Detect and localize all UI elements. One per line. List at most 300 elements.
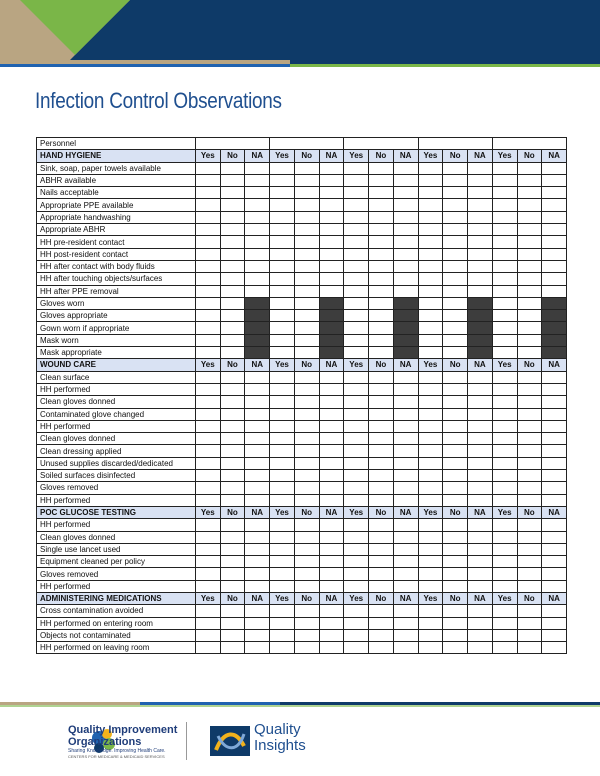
checkbox-cell-yes[interactable] — [195, 494, 220, 506]
checkbox-cell-na[interactable] — [542, 248, 567, 260]
checkbox-cell-yes[interactable] — [492, 334, 517, 346]
checkbox-cell-yes[interactable] — [492, 371, 517, 383]
checkbox-cell-na[interactable] — [319, 482, 344, 494]
checkbox-cell-na[interactable] — [319, 470, 344, 482]
checkbox-cell-na[interactable] — [245, 211, 270, 223]
checkbox-cell-yes[interactable] — [492, 580, 517, 592]
checkbox-cell-yes[interactable] — [195, 457, 220, 469]
checkbox-cell-no[interactable] — [220, 371, 245, 383]
checkbox-cell-no[interactable] — [443, 580, 468, 592]
checkbox-cell-no[interactable] — [220, 310, 245, 322]
checkbox-cell-yes[interactable] — [344, 260, 369, 272]
checkbox-cell-na[interactable] — [245, 260, 270, 272]
checkbox-cell-yes[interactable] — [418, 470, 443, 482]
checkbox-cell-yes[interactable] — [270, 642, 295, 654]
checkbox-cell-na[interactable] — [468, 543, 493, 555]
checkbox-cell-yes[interactable] — [418, 371, 443, 383]
checkbox-cell-yes[interactable] — [195, 531, 220, 543]
checkbox-cell-na[interactable] — [542, 494, 567, 506]
checkbox-cell-yes[interactable] — [492, 408, 517, 420]
checkbox-cell-na[interactable] — [393, 236, 418, 248]
checkbox-cell-yes[interactable] — [492, 482, 517, 494]
checkbox-cell-no[interactable] — [294, 224, 319, 236]
checkbox-cell-yes[interactable] — [270, 457, 295, 469]
checkbox-cell-na[interactable] — [393, 408, 418, 420]
checkbox-cell-no[interactable] — [220, 408, 245, 420]
checkbox-cell-no[interactable] — [443, 248, 468, 260]
checkbox-cell-no[interactable] — [220, 187, 245, 199]
checkbox-cell-na[interactable] — [542, 470, 567, 482]
checkbox-cell-yes[interactable] — [492, 297, 517, 309]
checkbox-cell-no[interactable] — [369, 224, 394, 236]
checkbox-cell-na[interactable] — [319, 531, 344, 543]
checkbox-cell-na[interactable] — [319, 260, 344, 272]
checkbox-cell-yes[interactable] — [418, 322, 443, 334]
checkbox-cell-yes[interactable] — [270, 310, 295, 322]
checkbox-cell-yes[interactable] — [418, 199, 443, 211]
checkbox-cell-yes[interactable] — [270, 260, 295, 272]
checkbox-cell-yes[interactable] — [195, 224, 220, 236]
checkbox-cell-na[interactable] — [468, 568, 493, 580]
checkbox-cell-na[interactable] — [245, 408, 270, 420]
checkbox-cell-no[interactable] — [517, 605, 542, 617]
checkbox-cell-yes[interactable] — [195, 285, 220, 297]
checkbox-cell-yes[interactable] — [344, 224, 369, 236]
checkbox-cell-no[interactable] — [369, 482, 394, 494]
checkbox-cell-na[interactable] — [319, 580, 344, 592]
checkbox-cell-yes[interactable] — [195, 310, 220, 322]
checkbox-cell-yes[interactable] — [195, 260, 220, 272]
checkbox-cell-yes[interactable] — [418, 396, 443, 408]
checkbox-cell-no[interactable] — [443, 211, 468, 223]
checkbox-cell-na[interactable] — [542, 285, 567, 297]
checkbox-cell-na[interactable] — [319, 617, 344, 629]
checkbox-cell-no[interactable] — [294, 494, 319, 506]
checkbox-cell-no[interactable] — [443, 445, 468, 457]
checkbox-cell-yes[interactable] — [418, 445, 443, 457]
checkbox-cell-no[interactable] — [220, 162, 245, 174]
checkbox-cell-yes[interactable] — [270, 494, 295, 506]
checkbox-cell-no[interactable] — [369, 580, 394, 592]
checkbox-cell-na[interactable] — [319, 420, 344, 432]
checkbox-cell-na[interactable] — [542, 642, 567, 654]
checkbox-cell-no[interactable] — [443, 433, 468, 445]
checkbox-cell-yes[interactable] — [418, 187, 443, 199]
checkbox-cell-no[interactable] — [294, 396, 319, 408]
checkbox-cell-na[interactable] — [245, 433, 270, 445]
checkbox-cell-yes[interactable] — [492, 273, 517, 285]
checkbox-cell-no[interactable] — [294, 248, 319, 260]
checkbox-cell-yes[interactable] — [195, 371, 220, 383]
checkbox-cell-no[interactable] — [443, 420, 468, 432]
checkbox-cell-no[interactable] — [294, 310, 319, 322]
checkbox-cell-yes[interactable] — [344, 629, 369, 641]
checkbox-cell-na[interactable] — [468, 580, 493, 592]
checkbox-cell-na[interactable] — [245, 236, 270, 248]
checkbox-cell-yes[interactable] — [270, 199, 295, 211]
checkbox-cell-no[interactable] — [369, 396, 394, 408]
checkbox-cell-yes[interactable] — [270, 273, 295, 285]
checkbox-cell-no[interactable] — [369, 187, 394, 199]
checkbox-cell-yes[interactable] — [418, 642, 443, 654]
checkbox-cell-no[interactable] — [517, 408, 542, 420]
checkbox-cell-yes[interactable] — [195, 543, 220, 555]
checkbox-cell-yes[interactable] — [344, 285, 369, 297]
checkbox-cell-no[interactable] — [369, 457, 394, 469]
checkbox-cell-no[interactable] — [443, 297, 468, 309]
checkbox-cell-na[interactable] — [468, 605, 493, 617]
checkbox-cell-yes[interactable] — [270, 519, 295, 531]
checkbox-cell-na[interactable] — [393, 642, 418, 654]
checkbox-cell-no[interactable] — [220, 556, 245, 568]
checkbox-cell-na[interactable] — [319, 433, 344, 445]
checkbox-cell-na[interactable] — [468, 396, 493, 408]
checkbox-cell-yes[interactable] — [418, 162, 443, 174]
checkbox-cell-yes[interactable] — [195, 187, 220, 199]
checkbox-cell-no[interactable] — [220, 322, 245, 334]
checkbox-cell-yes[interactable] — [492, 519, 517, 531]
checkbox-cell-no[interactable] — [443, 519, 468, 531]
checkbox-cell-na[interactable] — [542, 162, 567, 174]
checkbox-cell-yes[interactable] — [492, 543, 517, 555]
personnel-name-cell[interactable] — [344, 138, 418, 150]
checkbox-cell-yes[interactable] — [344, 383, 369, 395]
checkbox-cell-no[interactable] — [443, 162, 468, 174]
checkbox-cell-no[interactable] — [220, 224, 245, 236]
checkbox-cell-na[interactable] — [393, 519, 418, 531]
checkbox-cell-yes[interactable] — [195, 617, 220, 629]
checkbox-cell-na[interactable] — [319, 273, 344, 285]
checkbox-cell-na[interactable] — [245, 568, 270, 580]
checkbox-cell-no[interactable] — [220, 470, 245, 482]
checkbox-cell-yes[interactable] — [195, 445, 220, 457]
checkbox-cell-na[interactable] — [393, 396, 418, 408]
checkbox-cell-yes[interactable] — [492, 260, 517, 272]
checkbox-cell-no[interactable] — [443, 605, 468, 617]
checkbox-cell-yes[interactable] — [418, 174, 443, 186]
checkbox-cell-yes[interactable] — [195, 519, 220, 531]
checkbox-cell-na[interactable] — [319, 211, 344, 223]
checkbox-cell-na[interactable] — [468, 457, 493, 469]
checkbox-cell-na[interactable] — [468, 199, 493, 211]
checkbox-cell-na[interactable] — [468, 162, 493, 174]
checkbox-cell-na[interactable] — [245, 556, 270, 568]
checkbox-cell-na[interactable] — [319, 605, 344, 617]
checkbox-cell-no[interactable] — [517, 199, 542, 211]
checkbox-cell-na[interactable] — [245, 457, 270, 469]
checkbox-cell-no[interactable] — [294, 531, 319, 543]
checkbox-cell-no[interactable] — [369, 445, 394, 457]
checkbox-cell-yes[interactable] — [344, 334, 369, 346]
checkbox-cell-yes[interactable] — [270, 605, 295, 617]
checkbox-cell-na[interactable] — [245, 445, 270, 457]
checkbox-cell-no[interactable] — [294, 445, 319, 457]
checkbox-cell-no[interactable] — [369, 629, 394, 641]
checkbox-cell-na[interactable] — [393, 629, 418, 641]
checkbox-cell-no[interactable] — [443, 383, 468, 395]
checkbox-cell-na[interactable] — [393, 174, 418, 186]
checkbox-cell-no[interactable] — [443, 470, 468, 482]
checkbox-cell-yes[interactable] — [344, 470, 369, 482]
checkbox-cell-yes[interactable] — [344, 174, 369, 186]
checkbox-cell-yes[interactable] — [492, 568, 517, 580]
checkbox-cell-no[interactable] — [517, 260, 542, 272]
checkbox-cell-na[interactable] — [393, 568, 418, 580]
checkbox-cell-yes[interactable] — [418, 408, 443, 420]
checkbox-cell-yes[interactable] — [418, 457, 443, 469]
checkbox-cell-na[interactable] — [319, 248, 344, 260]
checkbox-cell-yes[interactable] — [270, 383, 295, 395]
checkbox-cell-yes[interactable] — [492, 617, 517, 629]
checkbox-cell-na[interactable] — [542, 371, 567, 383]
checkbox-cell-yes[interactable] — [195, 629, 220, 641]
checkbox-cell-no[interactable] — [294, 617, 319, 629]
checkbox-cell-no[interactable] — [517, 248, 542, 260]
checkbox-cell-yes[interactable] — [418, 211, 443, 223]
checkbox-cell-na[interactable] — [245, 519, 270, 531]
checkbox-cell-no[interactable] — [369, 543, 394, 555]
checkbox-cell-no[interactable] — [443, 322, 468, 334]
checkbox-cell-yes[interactable] — [344, 310, 369, 322]
checkbox-cell-na[interactable] — [393, 617, 418, 629]
checkbox-cell-na[interactable] — [393, 605, 418, 617]
personnel-name-cell[interactable] — [270, 138, 344, 150]
checkbox-cell-yes[interactable] — [418, 248, 443, 260]
checkbox-cell-na[interactable] — [319, 236, 344, 248]
checkbox-cell-yes[interactable] — [418, 347, 443, 359]
checkbox-cell-na[interactable] — [542, 605, 567, 617]
checkbox-cell-yes[interactable] — [344, 543, 369, 555]
checkbox-cell-na[interactable] — [319, 457, 344, 469]
checkbox-cell-no[interactable] — [294, 556, 319, 568]
checkbox-cell-no[interactable] — [443, 260, 468, 272]
checkbox-cell-no[interactable] — [517, 617, 542, 629]
checkbox-cell-yes[interactable] — [270, 617, 295, 629]
checkbox-cell-na[interactable] — [468, 420, 493, 432]
checkbox-cell-na[interactable] — [319, 371, 344, 383]
checkbox-cell-no[interactable] — [517, 236, 542, 248]
checkbox-cell-no[interactable] — [294, 260, 319, 272]
checkbox-cell-no[interactable] — [294, 273, 319, 285]
checkbox-cell-no[interactable] — [220, 433, 245, 445]
checkbox-cell-yes[interactable] — [270, 629, 295, 641]
checkbox-cell-na[interactable] — [319, 445, 344, 457]
checkbox-cell-no[interactable] — [517, 580, 542, 592]
checkbox-cell-yes[interactable] — [344, 273, 369, 285]
checkbox-cell-na[interactable] — [245, 199, 270, 211]
checkbox-cell-na[interactable] — [468, 482, 493, 494]
checkbox-cell-yes[interactable] — [344, 482, 369, 494]
checkbox-cell-yes[interactable] — [492, 470, 517, 482]
checkbox-cell-no[interactable] — [517, 420, 542, 432]
checkbox-cell-yes[interactable] — [418, 285, 443, 297]
checkbox-cell-yes[interactable] — [270, 482, 295, 494]
checkbox-cell-no[interactable] — [220, 605, 245, 617]
checkbox-cell-na[interactable] — [468, 211, 493, 223]
checkbox-cell-yes[interactable] — [418, 420, 443, 432]
checkbox-cell-na[interactable] — [245, 482, 270, 494]
checkbox-cell-no[interactable] — [369, 162, 394, 174]
checkbox-cell-na[interactable] — [245, 248, 270, 260]
checkbox-cell-na[interactable] — [245, 543, 270, 555]
checkbox-cell-na[interactable] — [468, 642, 493, 654]
checkbox-cell-na[interactable] — [542, 617, 567, 629]
checkbox-cell-yes[interactable] — [344, 408, 369, 420]
checkbox-cell-na[interactable] — [245, 285, 270, 297]
checkbox-cell-yes[interactable] — [418, 273, 443, 285]
checkbox-cell-na[interactable] — [319, 396, 344, 408]
checkbox-cell-na[interactable] — [542, 580, 567, 592]
checkbox-cell-no[interactable] — [220, 445, 245, 457]
checkbox-cell-no[interactable] — [294, 605, 319, 617]
checkbox-cell-yes[interactable] — [344, 457, 369, 469]
checkbox-cell-yes[interactable] — [344, 396, 369, 408]
checkbox-cell-no[interactable] — [369, 322, 394, 334]
checkbox-cell-yes[interactable] — [492, 433, 517, 445]
checkbox-cell-yes[interactable] — [195, 433, 220, 445]
checkbox-cell-yes[interactable] — [270, 162, 295, 174]
checkbox-cell-yes[interactable] — [492, 445, 517, 457]
checkbox-cell-yes[interactable] — [492, 285, 517, 297]
checkbox-cell-na[interactable] — [245, 617, 270, 629]
checkbox-cell-yes[interactable] — [418, 629, 443, 641]
checkbox-cell-na[interactable] — [468, 371, 493, 383]
checkbox-cell-na[interactable] — [393, 162, 418, 174]
checkbox-cell-na[interactable] — [319, 199, 344, 211]
checkbox-cell-yes[interactable] — [270, 568, 295, 580]
checkbox-cell-no[interactable] — [443, 199, 468, 211]
checkbox-cell-no[interactable] — [369, 371, 394, 383]
checkbox-cell-yes[interactable] — [344, 297, 369, 309]
checkbox-cell-no[interactable] — [369, 642, 394, 654]
checkbox-cell-yes[interactable] — [195, 174, 220, 186]
checkbox-cell-na[interactable] — [319, 224, 344, 236]
checkbox-cell-yes[interactable] — [195, 568, 220, 580]
checkbox-cell-yes[interactable] — [344, 420, 369, 432]
checkbox-cell-na[interactable] — [468, 617, 493, 629]
checkbox-cell-yes[interactable] — [418, 531, 443, 543]
checkbox-cell-na[interactable] — [245, 605, 270, 617]
checkbox-cell-yes[interactable] — [492, 174, 517, 186]
checkbox-cell-no[interactable] — [294, 642, 319, 654]
checkbox-cell-no[interactable] — [517, 445, 542, 457]
checkbox-cell-yes[interactable] — [195, 605, 220, 617]
checkbox-cell-no[interactable] — [294, 334, 319, 346]
checkbox-cell-na[interactable] — [542, 273, 567, 285]
checkbox-cell-yes[interactable] — [492, 494, 517, 506]
checkbox-cell-na[interactable] — [393, 445, 418, 457]
checkbox-cell-na[interactable] — [245, 642, 270, 654]
checkbox-cell-na[interactable] — [542, 174, 567, 186]
checkbox-cell-no[interactable] — [443, 310, 468, 322]
checkbox-cell-no[interactable] — [220, 617, 245, 629]
checkbox-cell-yes[interactable] — [344, 371, 369, 383]
checkbox-cell-na[interactable] — [542, 236, 567, 248]
checkbox-cell-no[interactable] — [443, 617, 468, 629]
checkbox-cell-no[interactable] — [443, 482, 468, 494]
checkbox-cell-na[interactable] — [468, 383, 493, 395]
checkbox-cell-na[interactable] — [319, 383, 344, 395]
checkbox-cell-yes[interactable] — [492, 629, 517, 641]
checkbox-cell-no[interactable] — [220, 531, 245, 543]
checkbox-cell-no[interactable] — [517, 273, 542, 285]
checkbox-cell-no[interactable] — [517, 396, 542, 408]
checkbox-cell-yes[interactable] — [270, 347, 295, 359]
checkbox-cell-yes[interactable] — [418, 482, 443, 494]
checkbox-cell-na[interactable] — [468, 273, 493, 285]
checkbox-cell-no[interactable] — [517, 383, 542, 395]
checkbox-cell-na[interactable] — [542, 543, 567, 555]
checkbox-cell-no[interactable] — [517, 642, 542, 654]
checkbox-cell-na[interactable] — [245, 420, 270, 432]
checkbox-cell-yes[interactable] — [270, 580, 295, 592]
personnel-name-cell[interactable] — [195, 138, 269, 150]
checkbox-cell-no[interactable] — [517, 174, 542, 186]
checkbox-cell-na[interactable] — [542, 224, 567, 236]
checkbox-cell-no[interactable] — [294, 408, 319, 420]
checkbox-cell-no[interactable] — [517, 531, 542, 543]
checkbox-cell-na[interactable] — [393, 494, 418, 506]
checkbox-cell-yes[interactable] — [418, 494, 443, 506]
checkbox-cell-yes[interactable] — [492, 224, 517, 236]
checkbox-cell-na[interactable] — [393, 531, 418, 543]
checkbox-cell-na[interactable] — [468, 519, 493, 531]
checkbox-cell-no[interactable] — [517, 285, 542, 297]
checkbox-cell-no[interactable] — [294, 433, 319, 445]
checkbox-cell-no[interactable] — [369, 347, 394, 359]
checkbox-cell-yes[interactable] — [492, 211, 517, 223]
checkbox-cell-no[interactable] — [443, 408, 468, 420]
checkbox-cell-yes[interactable] — [195, 322, 220, 334]
checkbox-cell-na[interactable] — [542, 211, 567, 223]
checkbox-cell-yes[interactable] — [270, 211, 295, 223]
checkbox-cell-na[interactable] — [393, 211, 418, 223]
checkbox-cell-na[interactable] — [542, 568, 567, 580]
checkbox-cell-no[interactable] — [294, 371, 319, 383]
checkbox-cell-no[interactable] — [369, 248, 394, 260]
checkbox-cell-yes[interactable] — [344, 642, 369, 654]
checkbox-cell-na[interactable] — [393, 433, 418, 445]
checkbox-cell-na[interactable] — [393, 273, 418, 285]
checkbox-cell-na[interactable] — [393, 260, 418, 272]
checkbox-cell-yes[interactable] — [492, 310, 517, 322]
checkbox-cell-yes[interactable] — [344, 445, 369, 457]
checkbox-cell-no[interactable] — [369, 568, 394, 580]
checkbox-cell-yes[interactable] — [270, 371, 295, 383]
checkbox-cell-yes[interactable] — [270, 433, 295, 445]
checkbox-cell-na[interactable] — [468, 248, 493, 260]
checkbox-cell-no[interactable] — [369, 236, 394, 248]
checkbox-cell-no[interactable] — [220, 642, 245, 654]
checkbox-cell-no[interactable] — [294, 297, 319, 309]
checkbox-cell-no[interactable] — [294, 322, 319, 334]
checkbox-cell-yes[interactable] — [270, 543, 295, 555]
checkbox-cell-no[interactable] — [294, 174, 319, 186]
checkbox-cell-yes[interactable] — [344, 248, 369, 260]
checkbox-cell-no[interactable] — [220, 273, 245, 285]
checkbox-cell-no[interactable] — [443, 556, 468, 568]
checkbox-cell-yes[interactable] — [418, 260, 443, 272]
checkbox-cell-no[interactable] — [443, 629, 468, 641]
checkbox-cell-no[interactable] — [294, 236, 319, 248]
checkbox-cell-no[interactable] — [294, 211, 319, 223]
checkbox-cell-no[interactable] — [220, 174, 245, 186]
checkbox-cell-na[interactable] — [319, 543, 344, 555]
checkbox-cell-no[interactable] — [220, 543, 245, 555]
checkbox-cell-na[interactable] — [319, 408, 344, 420]
checkbox-cell-yes[interactable] — [344, 322, 369, 334]
checkbox-cell-yes[interactable] — [344, 556, 369, 568]
